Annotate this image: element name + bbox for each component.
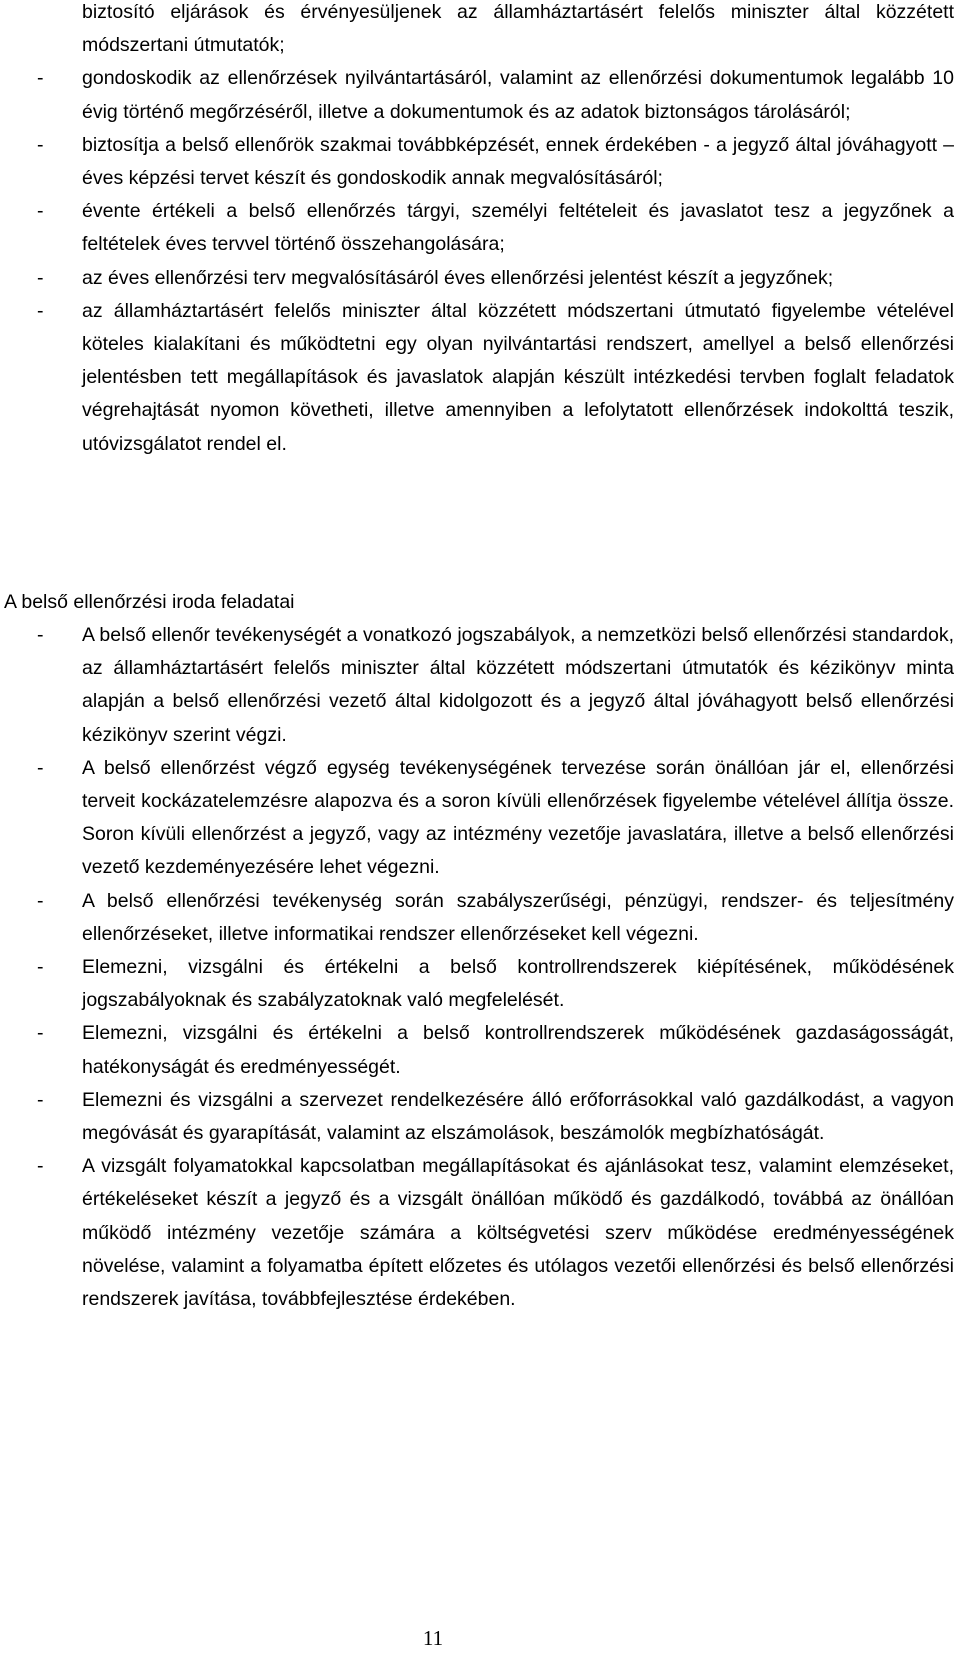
list-item-text: biztosítja a belső ellenőrök szakmai továbbképzését, ennek érdekében - a jegyző által jóváhagyott – éves képzési tervet készít és gondoskodik annak megvalósításáról; (82, 133, 954, 190)
list-item-text: Elemezni, vizsgálni és értékelni a belső kontrollrendszerek kiépítésének, működésének jogszabályoknak és szabályzatoknak való megfelelését. (82, 956, 954, 1012)
list-item-text: A belső ellenőr tevékenységét a vonatkozó jogszabályok, a nemzetközi belső ellenőrzési standardok, az államháztartásért felelős miniszter által közzétett módszertani útmutatók és kézikönyv minta alapján a belső ellenőrzési vezető által kidolgozott és a jegyző által jóváhagyott belső ellenőrzési kézikönyv szerint végzi. (82, 624, 954, 746)
list-dash: - (37, 624, 44, 646)
list-item (0, 752, 954, 885)
list-item-text: biztosító eljárások és érvényesüljenek az államháztartásért felelős miniszter által közzétett módszertani útmutatók; (82, 1, 954, 57)
list-dash: - (37, 67, 44, 90)
list-item (0, 885, 954, 951)
list-item (0, 195, 954, 261)
list-item (0, 0, 954, 62)
list-item (0, 262, 954, 295)
list-item-text: A vizsgált folyamatokkal kapcsolatban megállapításokat és ajánlásokat tesz, valamint elemzéseket, értékeléseket készít a jegyző és a vizsgált önállóan működő és gazdálkodó, továbbá az önállóan működő intézmény vezetője számára a költségvetési szerv működése eredményességének növelése, valamint a folyamatba épített előzetes és utólagos vezetői ellenőrzési és belső ellenőrzési rendszerek javítása, továbbfejlesztése érdekében. (82, 1155, 954, 1311)
list-dash: - (37, 756, 44, 779)
list-item-text: Elemezni és vizsgálni a szervezet rendelkezésére álló erőforrásokkal való gazdálkodást, a vagyon megóvását és gyarapítását, valamint az elszámolások, beszámolók megbízhatóságát. (82, 1088, 954, 1145)
list-dash: - (37, 266, 44, 289)
list-item-text: A belső ellenőrzést végző egység tevékenységének tervezése során önállóan jár el, ellenőrzési terveit kockázatelemzésre alapozva és a soron kívüli ellenőrzések figyelembe vételével állítja össze. Soron kívüli ellenőrzést a jegyző, vagy az intézmény vezetője javaslatára, illetve a belső ellenőrzési vezető kezdeményezésére lehet végezni. (82, 756, 954, 879)
list-item-text: Elemezni, vizsgálni és értékelni a belső kontrollrendszerek működésének gazdaságosságát, hatékonyságát és eredményességét. (82, 1022, 954, 1078)
list-dash: - (37, 956, 44, 979)
list-dash: - (37, 1155, 44, 1178)
list-dash: - (37, 1088, 44, 1111)
list-item-text: az államháztartásért felelős miniszter által közzétett módszertani útmutató figyelembe vételével köteles kialakítani és működtetni egy olyan nyilvántartási rendszert, amellyel a belső ellenőrzési jelentésben tett megállapítások és javaslatok alapján készült intézkedési tervben foglalt feladatok végrehajtását nyomon követheti, illetve amennyiben a lefolytatott ellenőrzések indokolttá teszik, utóvizsgálatot rendel el. (82, 299, 954, 455)
list-item-text: gondoskodik az ellenőrzések nyilvántartásáról, valamint az ellenőrzési dokumentumok legalább 10 évig történő megőrzéséről, illetve a dokumentumok és az adatok biztonságos tárolásáról; (82, 67, 954, 123)
list-item-text: az éves ellenőrzési terv megvalósításáról éves ellenőrzési jelentést készít a jegyzőnek; (82, 266, 834, 289)
list-dash: - (37, 133, 44, 156)
section2-list (0, 619, 954, 1316)
list-item (0, 129, 954, 195)
list-item (0, 1084, 954, 1150)
list-item (0, 62, 954, 128)
list-item (0, 951, 954, 1017)
section-heading: A belső ellenőrzési iroda feladatai (4, 591, 295, 613)
list-item (0, 295, 954, 461)
list-item (0, 1017, 954, 1083)
page-number: 11 (422, 1626, 444, 1650)
list-dash: - (37, 299, 44, 322)
list-item (0, 619, 954, 752)
list-item-text: A belső ellenőrzési tevékenység során szabályszerűségi, pénzügyi, rendszer- és teljesítmény ellenőrzéseket, illetve informatikai rendszer ellenőrzéseket kell végezni. (82, 889, 954, 945)
section1-list (0, 0, 954, 461)
list-dash: - (37, 889, 44, 912)
list-item (0, 1150, 954, 1316)
list-dash: - (37, 200, 44, 223)
list-item-text: évente értékeli a belső ellenőrzés tárgyi, személyi feltételeit és javaslatot tesz a jegyzőnek a feltételek éves tervvel történő összehangolására; (82, 200, 954, 256)
list-dash: - (37, 1022, 44, 1045)
